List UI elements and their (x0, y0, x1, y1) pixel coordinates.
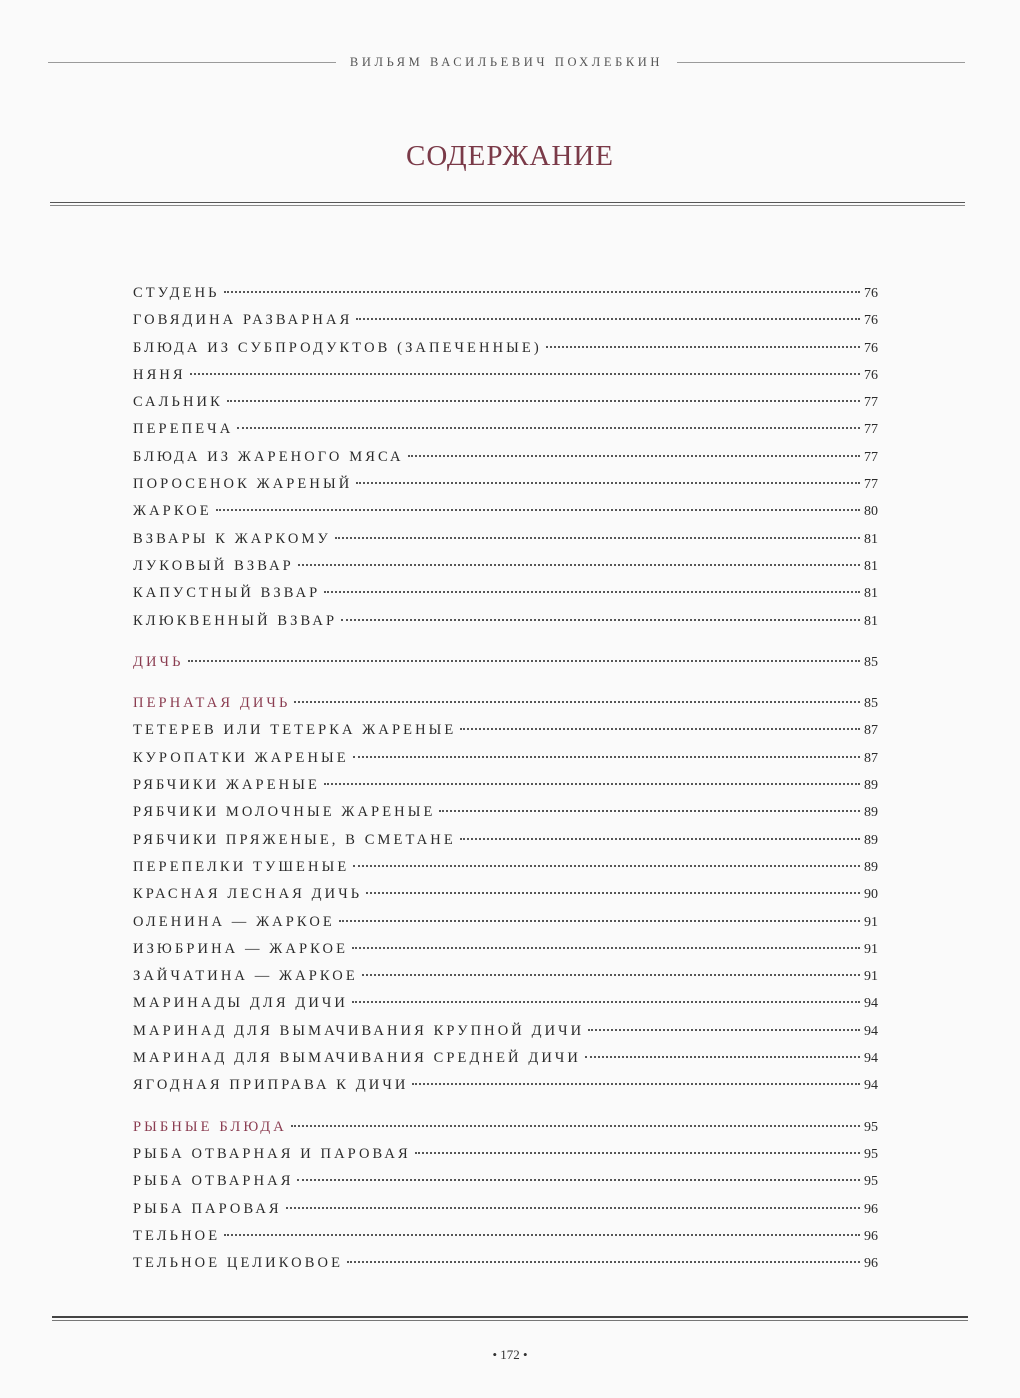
toc-entry-page: 89 (864, 778, 878, 794)
toc-entry (133, 772, 878, 799)
toc-dot-leader (439, 810, 860, 812)
toc-dot-leader (352, 947, 860, 949)
toc-entry (133, 471, 878, 498)
toc-entry-label: МАРИНАДЫ ДЛЯ ДИЧИ (133, 995, 348, 1012)
toc-entry-page: 85 (864, 654, 878, 670)
toc-entry (133, 881, 878, 908)
toc-dot-leader (366, 892, 860, 894)
toc-entry-page: 91 (864, 914, 878, 930)
toc-entry-page: 96 (864, 1256, 878, 1272)
toc-dot-leader (216, 509, 860, 511)
toc-dot-leader (585, 1056, 860, 1058)
toc-entry-page: 87 (864, 723, 878, 739)
toc-entry-label: ДИЧЬ (133, 653, 184, 670)
toc-entry-label: ГОВЯДИНА РАЗВАРНАЯ (133, 312, 353, 329)
toc-entry (133, 827, 878, 854)
toc-dot-leader (588, 1029, 860, 1031)
toc-entry-page: 96 (864, 1228, 878, 1244)
toc-entry-label: СТУДЕНЬ (133, 285, 220, 301)
toc-entry-label: ЛУКОВЫЙ ВЗВАР (133, 557, 294, 574)
toc-dot-leader (237, 427, 860, 429)
toc-entry-label: МАРИНАД ДЛЯ ВЫМАЧИВАНИЯ СРЕДНЕЙ ДИЧИ (133, 1050, 581, 1067)
toc-dot-leader (188, 660, 860, 662)
toc-dot-leader (335, 537, 860, 539)
toc-section (133, 280, 878, 635)
toc-entry-label: ПЕРЕПЕЧА (133, 421, 234, 438)
toc-entry (133, 526, 878, 553)
toc-dot-leader (224, 291, 860, 293)
running-head (48, 52, 965, 72)
toc-entry (133, 580, 878, 607)
toc-dot-leader (324, 591, 860, 593)
toc-entry (133, 335, 878, 362)
toc-dot-leader (190, 373, 860, 375)
toc-entry-label: РЯБЧИКИ ПРЯЖЕНЫЕ, В СМЕТАНЕ (133, 831, 456, 848)
toc-entry (133, 280, 878, 307)
toc-entry-page: 91 (864, 969, 878, 985)
toc-entry (133, 936, 878, 963)
toc-dot-leader (339, 920, 860, 922)
toc-dot-leader (347, 1261, 860, 1263)
toc-dot-leader (298, 564, 860, 566)
toc-dot-leader (341, 619, 860, 621)
toc-entry-label: ВЗВАРЫ К ЖАРКОМУ (133, 530, 331, 547)
toc-entry (133, 444, 878, 471)
running-head-rule-left (48, 62, 336, 63)
toc-dot-leader (353, 756, 860, 758)
toc-entry-page: 94 (864, 1023, 878, 1039)
toc-entry (133, 1250, 878, 1277)
toc-entry-label: РЯБЧИКИ ЖАРЕНЫЕ (133, 777, 320, 794)
toc-entry (133, 498, 878, 525)
toc-entry (133, 307, 878, 334)
toc-entry-page: 76 (864, 340, 878, 356)
toc-entry-page: 94 (864, 1051, 878, 1067)
toc-entry (133, 799, 878, 826)
toc-entry-page: 76 (864, 367, 878, 383)
toc-entry (133, 553, 878, 580)
toc-section-heading (133, 649, 878, 676)
toc-dot-leader (546, 346, 860, 348)
toc-entry (133, 1196, 878, 1223)
toc-section (133, 1114, 878, 1278)
toc-dot-leader (408, 455, 860, 457)
toc-entry-label: КУРОПАТКИ ЖАРЕНЫЕ (133, 749, 349, 766)
toc-entry-page: 90 (864, 887, 878, 903)
toc-dot-leader (352, 1001, 860, 1003)
toc-entry-label: КАПУСТНЫЙ ВЗВАР (133, 585, 321, 602)
toc-entry-page: 77 (864, 477, 878, 493)
toc-entry (133, 416, 878, 443)
toc-dot-leader (460, 838, 860, 840)
toc-entry-label: САЛЬНИК (133, 394, 223, 411)
toc-entry-page: 77 (864, 395, 878, 411)
toc-entry-page: 89 (864, 832, 878, 848)
toc-entry-label: РЫБНЫЕ БЛЮДА (133, 1118, 287, 1135)
toc-dot-leader (356, 318, 860, 320)
toc-entry-label: ТЕЛЬНОЕ ЦЕЛИКОВОЕ (133, 1255, 344, 1272)
toc-section-heading (133, 690, 878, 717)
toc-entry (133, 745, 878, 772)
toc-entry-label: БЛЮДА ИЗ ЖАРЕНОГО МЯСА (133, 448, 404, 465)
toc-entry (133, 990, 878, 1017)
toc-entry (133, 1018, 878, 1045)
toc-entry-label: ПЕРЕПЕЛКИ ТУШЕНЫЕ (133, 858, 350, 875)
page-title: СОДЕРЖАНИЕ (406, 140, 614, 172)
toc-entry-page: 80 (864, 504, 878, 520)
running-head-rule-right (677, 62, 965, 63)
toc-entry-label: РЫБА ПАРОВАЯ (133, 1200, 282, 1217)
toc-entry-page: 95 (864, 1119, 878, 1135)
toc-entry-page: 76 (864, 286, 878, 301)
toc-entry-page: 94 (864, 1078, 878, 1094)
toc-entry-label: РЯБЧИКИ МОЛОЧНЫЕ ЖАРЕНЫЕ (133, 804, 436, 821)
toc-entry-label: КЛЮКВЕННЫЙ ВЗВАР (133, 612, 338, 629)
toc-entry-label: ЯГОДНАЯ ПРИПРАВА К ДИЧИ (133, 1077, 409, 1094)
toc-entry-page: 87 (864, 750, 878, 766)
page-number: • 172 • (492, 1347, 528, 1362)
toc-entry-label: ОЛЕНИНА — ЖАРКОЕ (133, 913, 335, 930)
table-of-contents (133, 280, 878, 1277)
toc-dot-leader (294, 701, 860, 703)
toc-entry (133, 1223, 878, 1250)
toc-entry-page: 85 (864, 696, 878, 712)
running-head-author: ВИЛЬЯМ ВАСИЛЬЕВИЧ ПОХЛЕБКИН (349, 54, 664, 69)
toc-entry (133, 963, 878, 990)
toc-entry (133, 1045, 878, 1072)
toc-entry (133, 1141, 878, 1168)
toc-dot-leader (415, 1152, 860, 1154)
toc-entry-label: МАРИНАД ДЛЯ ВЫМАЧИВАНИЯ КРУПНОЙ ДИЧИ (133, 1022, 585, 1039)
toc-section-heading (133, 1114, 878, 1141)
toc-entry-page: 89 (864, 805, 878, 821)
toc-entry-page: 77 (864, 449, 878, 465)
toc-entry-page: 76 (864, 313, 878, 329)
toc-dot-leader (353, 865, 860, 867)
toc-dot-leader (227, 400, 860, 402)
title-rule (50, 202, 965, 206)
toc-entry-page: 91 (864, 941, 878, 957)
toc-entry-label: НЯНЯ (133, 366, 186, 383)
toc-entry-page: 81 (864, 613, 878, 629)
toc-dot-leader (412, 1083, 860, 1085)
toc-entry-page: 81 (864, 586, 878, 602)
bottom-rule (52, 1316, 968, 1321)
toc-section (133, 649, 878, 676)
toc-entry-label: ТЕЛЬНОЕ (133, 1227, 221, 1244)
toc-entry-label: РЫБА ОТВАРНАЯ (133, 1173, 294, 1190)
toc-dot-leader (460, 728, 860, 730)
toc-entry-page: 89 (864, 859, 878, 875)
toc-entry-label: ЖАРКОЕ (133, 503, 212, 520)
toc-entry (133, 854, 878, 881)
toc-entry-label: ПОРОСЕНОК ЖАРЕНЫЙ (133, 476, 353, 493)
toc-entry-page: 77 (864, 422, 878, 438)
toc-entry (133, 717, 878, 744)
toc-entry-label: РЫБА ОТВАРНАЯ И ПАРОВАЯ (133, 1145, 411, 1162)
toc-entry-page: 81 (864, 531, 878, 547)
toc-entry (133, 389, 878, 416)
toc-entry-page: 95 (864, 1146, 878, 1162)
toc-entry (133, 909, 878, 936)
toc-entry-page: 95 (864, 1174, 878, 1190)
toc-dot-leader (324, 783, 860, 785)
toc-entry-label: БЛЮДА ИЗ СУБПРОДУКТОВ (ЗАПЕЧЕННЫЕ) (133, 339, 542, 356)
toc-dot-leader (362, 974, 860, 976)
toc-entry (133, 362, 878, 389)
toc-entry (133, 1168, 878, 1195)
toc-entry (133, 1072, 878, 1099)
toc-entry-label: ТЕТЕРЕВ ИЛИ ТЕТЕРКА ЖАРЕНЫЕ (133, 722, 457, 739)
toc-entry-label: ИЗЮБРИНА — ЖАРКОЕ (133, 940, 349, 957)
toc-entry-label: ЗАЙЧАТИНА — ЖАРКОЕ (133, 968, 358, 985)
toc-dot-leader (297, 1179, 860, 1181)
toc-dot-leader (286, 1207, 860, 1209)
toc-entry-label: ПЕРНАТАЯ ДИЧЬ (133, 695, 291, 712)
toc-entry-page: 96 (864, 1201, 878, 1217)
toc-entry-label: КРАСНАЯ ЛЕСНАЯ ДИЧЬ (133, 886, 363, 903)
toc-dot-leader (224, 1234, 860, 1236)
toc-dot-leader (291, 1125, 860, 1127)
toc-entry-page: 81 (864, 558, 878, 574)
toc-entry (133, 608, 878, 635)
toc-section (133, 690, 878, 1099)
toc-entry-page: 94 (864, 996, 878, 1012)
toc-dot-leader (356, 482, 860, 484)
